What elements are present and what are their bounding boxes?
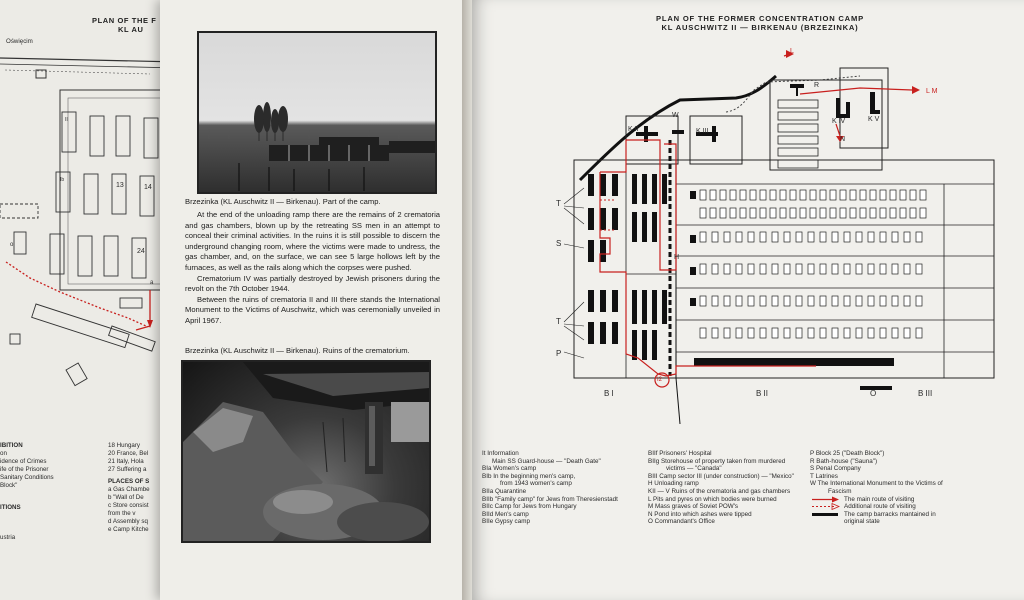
legend-item: BIb In the beginning men's camp, (482, 472, 576, 480)
legend-item: Additional route of visiting (844, 503, 916, 511)
svg-text:o: o (10, 242, 14, 248)
map-legend-col1 (482, 450, 618, 526)
map-label-O: O (870, 389, 877, 398)
places-line: e Camp Kitche (108, 526, 149, 533)
left-legend-line: IBITION (0, 442, 23, 449)
svg-text:II: II (65, 117, 68, 123)
dashed-arrow-icon (810, 503, 840, 510)
left-legend-line: on (0, 450, 7, 457)
svg-text:Ib: Ib (60, 177, 65, 183)
legend-item: BIa Women's camp (482, 465, 537, 473)
svg-text:a: a (150, 280, 154, 286)
legend-item: BIIb "Family camp" for Jews from Theresienstadt (482, 495, 618, 503)
map-label-KII: K II (628, 126, 639, 133)
left-camp-map (0, 0, 180, 430)
places-line: a Gas Chambe (108, 486, 150, 493)
legend-item: N Pond into which ashes were tipped (648, 510, 752, 518)
legend-item: The camp barracks mantained in (844, 510, 936, 518)
legend-item: BIIe Gypsy camp (482, 518, 530, 526)
legend-item: P Block 25 ("Death Block") (810, 450, 885, 457)
right-map-title-line1: PLAN OF THE FORMER CONCENTRATION CAMP (656, 14, 864, 23)
legend-item: Fascism (828, 487, 852, 495)
town-label: Oświęcim (6, 38, 33, 45)
map-label-LM: L M (926, 88, 938, 95)
map-label-W: W (672, 112, 679, 119)
map-label-S: S (556, 239, 562, 248)
map-label-BIII: B III (918, 389, 933, 398)
left-legend-line: Sanitary Conditions (0, 474, 54, 481)
red-arrow-icon (810, 496, 840, 503)
legend-item: original state (844, 518, 880, 526)
legend-item: L Pits and pyres on which bodies were burned (648, 495, 777, 503)
photo2-caption: Brzezinka (KL Auschwitz II — Birkenau). Ruins of the crematorium. (185, 346, 410, 355)
legend-item: BIIa Quarantine (482, 487, 527, 495)
map-label-KV: K V (868, 116, 880, 123)
map-label-T: T (556, 317, 561, 326)
legend-item: R Bath-house ("Sauna") (810, 457, 878, 465)
left-legend-line: idence of Crimes (0, 458, 47, 465)
left-legend-line: ustria (0, 534, 16, 541)
black-bar-icon (810, 511, 840, 518)
legend-item: It Information (482, 450, 519, 457)
places-line: d Assembly sq (108, 518, 148, 525)
block-13-label: 13 (116, 182, 124, 189)
left-legend-line: 20 France, Bel (108, 450, 149, 457)
legend-item: BIIc Camp for Jews from Hungary (482, 503, 577, 511)
map-label-N: N (840, 136, 846, 143)
legend-item: M Mass graves of Soviet POW's (648, 503, 739, 511)
map-label-T: T (556, 199, 561, 208)
block-24-label: 24 (137, 248, 145, 255)
legend-item: The main route of visiting (844, 495, 915, 503)
left-legend-line: ife of the Prisoner (0, 466, 49, 473)
legend-item: Main SS Guard-house — "Death Gate" (492, 457, 601, 465)
left-map-title-line2: KL AU (118, 25, 144, 34)
legend-item: W The International Monument to the Victims of (810, 480, 943, 488)
legend-item: KII — V Ruins of the crematoria and gas chambers (648, 487, 791, 495)
birkenau-camp-map (540, 40, 1000, 440)
block-14-label: 14 (144, 184, 152, 191)
legend-item: BIII Camp sector III (under construction) — "Mexico" (648, 472, 794, 480)
map-legend-col3 (810, 450, 943, 526)
legend-item: from 1943 women's camp (500, 480, 572, 488)
map-label-R: R (814, 82, 820, 89)
article-body (185, 210, 440, 327)
places-line: c Store consist (108, 502, 149, 509)
map-label-L-top: L (790, 48, 794, 55)
birkenau-camp-photo (197, 31, 437, 194)
map-label-KIII: K III (696, 128, 709, 135)
legend-main-route (810, 496, 943, 504)
map-label-BII: B II (756, 389, 769, 398)
legend-item: BIId Men's camp (482, 510, 529, 518)
legend-item: H Unloading ramp (648, 480, 699, 488)
legend-item: victims — "Canada" (666, 465, 722, 473)
paragraph: At the end of the unloading ramp there are the remains of 2 crematoria and gas chambers, blown up by the retreating SS men in an attempt to conceal their criminal activities. In the ruins it is still possible to discern the underground changing room, where the victims were made to undress, the gas chamber, and, on the surface, we can see 5 large hollows left by the furnaces, as well as the rails along which the corpses were pushed. (185, 210, 440, 272)
legend-item: BIIf Prisoners' Hospital (648, 450, 712, 457)
left-legend-col2 (108, 442, 150, 534)
map-label-H: H (674, 254, 680, 261)
places-header: PLACES OF S (108, 478, 150, 485)
legend-original-barracks (810, 511, 943, 519)
legend-item: O Commandant's Office (648, 518, 715, 526)
left-map-title-line1: PLAN OF THE F (92, 16, 157, 25)
map-label-KIV: K IV (832, 118, 846, 125)
paragraph: Crematorium IV was partially destroyed by Jewish prisoners during the revolt on the 7th October 1944. (185, 273, 440, 294)
paragraph: Between the ruins of crematoria II and III there stands the International Monument to the Victims of Auschwitz, which was ceremonially unveiled in April 1967. (185, 294, 440, 325)
legend-item: BIIg Storehouse of property taken from murdered (648, 457, 786, 465)
right-map-title (610, 14, 910, 32)
left-legend-line: 18 Hungary (108, 442, 140, 449)
left-legend-line: 21 Italy, Hola (108, 458, 144, 465)
map-legend-col2 (648, 450, 794, 526)
crematorium-ruins-photo (181, 360, 431, 543)
left-legend-line: ITIONS (0, 504, 21, 511)
map-label-BI: B I (604, 389, 614, 398)
right-map-title-line2: KL AUSCHWITZ II — BIRKENAU (BRZEZINKA) (661, 23, 859, 32)
left-legend-line: 27 Suffering a (108, 466, 147, 473)
places-line: from the v (108, 510, 136, 517)
legend-additional-route (810, 503, 943, 511)
left-page (0, 0, 180, 600)
legend-item: T Latrines (810, 472, 838, 480)
map-label-P: P (556, 349, 562, 358)
left-legend-line: Block" (0, 482, 18, 489)
places-line: b "Wall of De (108, 494, 144, 501)
map-label-marker: I2 (657, 377, 663, 383)
photo1-caption: Brzezinka (KL Auschwitz II — Birkenau). Part of the camp. (185, 197, 381, 206)
legend-item: S Penal Company (810, 465, 861, 473)
left-legend-col1 (0, 442, 54, 542)
